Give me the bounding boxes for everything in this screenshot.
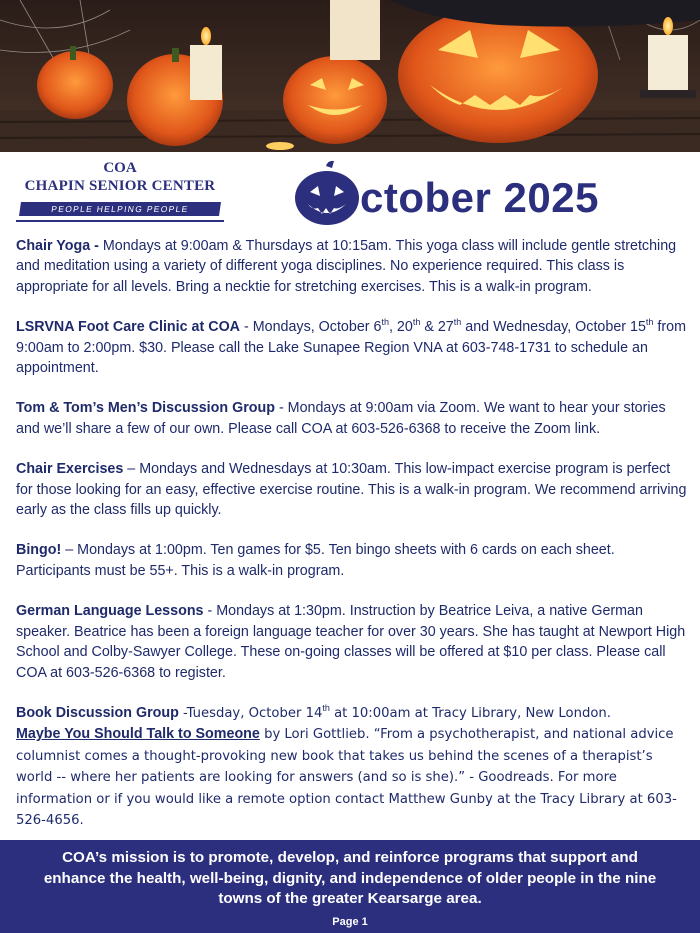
program-bingo — [16, 540, 688, 581]
logo-center-name: CHAPIN SENIOR CENTER — [24, 178, 216, 194]
logo-coa-text: COA — [103, 160, 137, 176]
program-description: – Mondays at 1:00pm. Ten games for $5. Ten bingo sheets with 6 cards on each sheet. Participants must be 55+. This is a walk-in program. — [16, 542, 615, 579]
program-description: & 27 — [420, 319, 454, 336]
ordinal-suffix: th — [381, 317, 389, 328]
program-description: Mondays at 9:00am & Thursdays at 10:15am. This yoga class will include gentle stretching and meditation using a variety of different yoga disciplines. No experience required. This class is appropriate for all levels. Bring a necktie for stretching exercises. This is a walk-in program. — [16, 238, 677, 295]
program-description: - Mondays, October 6 — [240, 319, 382, 336]
program-title: Book Discussion Group — [16, 704, 179, 721]
ordinal-suffix: th — [453, 317, 462, 328]
program-foot-care-clinic — [16, 317, 688, 378]
coa-logo — [16, 160, 224, 226]
program-title: LSRVNA Foot Care Clinic at COA — [16, 319, 241, 336]
program-german-lessons — [16, 601, 688, 683]
program-description: – Mondays and Wednesdays at 10:30am. This low-impact exercise program is perfect for those looking for an easy, effective exercise routine. This is a walk-in program. We recommend arriving early as the class fills up quickly. — [16, 461, 687, 519]
program-title: Chair Exercises — [16, 461, 124, 478]
program-description: at 10:00am at Tracy Library, New London. — [329, 705, 611, 721]
program-chair-exercises — [16, 459, 688, 520]
program-book-discussion — [16, 703, 688, 831]
header — [0, 152, 700, 232]
logo-underline — [16, 220, 224, 222]
program-mens-discussion-group — [16, 398, 688, 439]
logo-tagline-ribbon: PEOPLE HELPING PEOPLE — [19, 202, 221, 216]
program-description: from 9:00am to 2:00pm. $30. Please call the Lake Sunapee Region VNA at 603-748-1731 to schedule an appointment. — [16, 319, 687, 377]
program-title: German Language Lessons — [16, 603, 204, 620]
program-description: - Mondays at 1:30pm. Instruction by Beatrice Leiva, a native German speaker. Beatrice has been a foreign language teacher for over 30 years. She has taught at Newport High School and Colby-Sawyer College. These on-going classes will be offered at $10 per class. Please call COA at 603-526-6368 to register. — [16, 603, 686, 681]
ordinal-suffix: th — [322, 703, 330, 714]
program-chair-yoga — [16, 236, 688, 297]
mission-footer — [0, 840, 700, 933]
book-description: by Lori Gottlieb. “From a psychotherapist, and national advice columnist comes a thought-provoking new book that takes us behind the scenes of a therapist’s world -- where her patients are looking for answers (and so is she).” - Goodreads. For more information or if you would like a remote option contact Matthew Gunby at the Tracy Library at 603-526-4656. — [16, 727, 677, 828]
program-description: - Mondays at 9:00am via Zoom. We want to hear your stories and we’ll share a few of our own. Please call COA at 603-526-6368 to receive the Zoom link. — [16, 400, 666, 437]
month-year-heading: ctober 2025 — [360, 174, 599, 221]
program-list — [16, 236, 688, 851]
book-title: Maybe You Should Talk to Someone — [16, 726, 260, 743]
month-title — [292, 160, 692, 228]
program-title: Chair Yoga - — [16, 238, 99, 254]
jack-o-lantern-o-icon — [292, 160, 362, 228]
program-description: and Wednesday, October 15 — [461, 319, 646, 336]
halloween-banner-image — [0, 0, 700, 152]
page-number: Page 1 — [332, 916, 368, 928]
program-description: , 20 — [388, 319, 413, 336]
ordinal-suffix: th — [412, 317, 421, 328]
program-description: -Tuesday, October 14 — [178, 705, 323, 721]
ordinal-suffix: th — [645, 317, 654, 328]
program-title: Tom & Tom’s Men’s Discussion Group — [16, 400, 275, 417]
mission-statement: COA’s mission is to promote, develop, and reinforce programs that support and enhance the health, well-being, dignity, and independence of older people in the nine towns of the greater Kearsarge area. — [43, 849, 657, 907]
jack-o-lantern-illustration — [0, 0, 700, 152]
program-title: Bingo! — [16, 542, 62, 559]
